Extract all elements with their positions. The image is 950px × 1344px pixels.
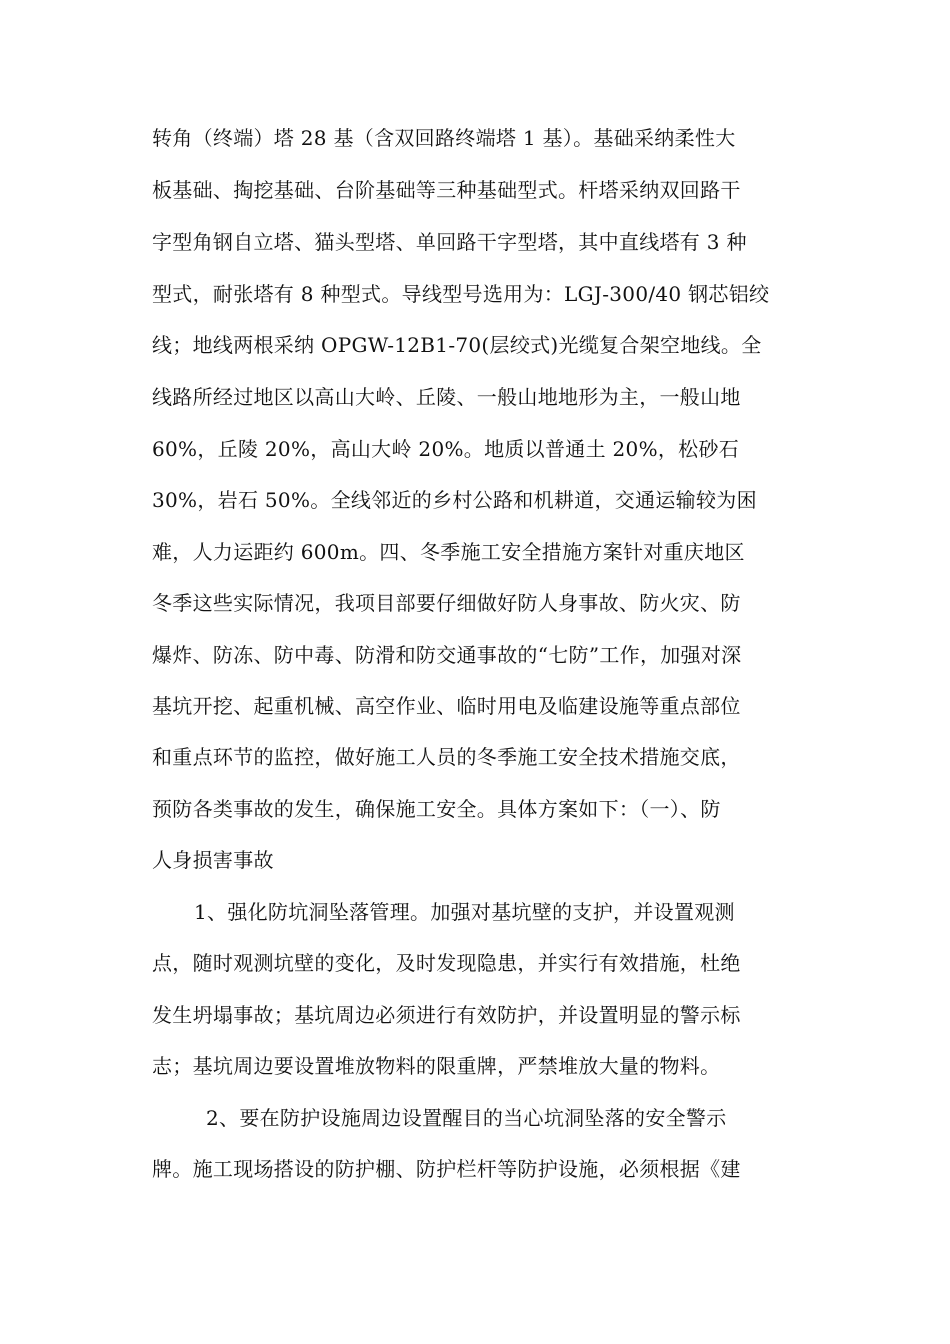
text-line-2: 板基础、掏挖基础、台阶基础等三种基础型式。杆塔采纳双回路干 — [152, 178, 741, 202]
text-line-8: 30%，岩石 50%。全线邻近的乡村公路和机耕道，交通运输较为困 — [152, 488, 757, 512]
text-line-10: 冬季这些实际情况，我项目部要仔细做好防人身事故、防火灾、防 — [152, 591, 741, 615]
text-line-19: 志；基坑周边要设置堆放物料的限重牌，严禁堆放大量的物料。 — [152, 1054, 721, 1078]
text-line-4: 型式，耐张塔有 8 种型式。导线型号选用为：LGJ-300/40 钢芯铝绞 — [152, 282, 770, 306]
text-line-5: 线；地线两根采纳 OPGW-12B1-70(层绞式)光缆复合架空地线。全 — [152, 333, 762, 357]
text-line-18: 发生坍塌事故；基坑周边必须进行有效防护，并设置明显的警示标 — [152, 1003, 741, 1027]
text-line-7: 60%，丘陵 20%，高山大岭 20%。地质以普通土 20%，松砂石 — [152, 437, 740, 461]
text-line-15: 人身损害事故 — [152, 848, 274, 872]
text-line-6: 线路所经过地区以高山大岭、丘陵、一般山地地形为主，一般山地 — [152, 385, 741, 409]
text-line-17: 点，随时观测坑壁的变化，及时发现隐患，并实行有效措施，杜绝 — [152, 951, 741, 975]
text-line-21: 牌。施工现场搭设的防护棚、防护栏杆等防护设施，必须根据《建 — [152, 1157, 741, 1181]
text-line-3: 字型角钢自立塔、猫头型塔、单回路干字型塔，其中直线塔有 3 种 — [152, 230, 747, 254]
text-line-16: 1、强化防坑洞坠落管理。加强对基坑壁的支护，并设置观测 — [194, 900, 735, 924]
text-line-13: 和重点环节的监控，做好施工人员的冬季施工安全技术措施交底， — [152, 745, 741, 769]
text-line-1: 转角（终端）塔 28 基（含双回路终端塔 1 基）。基础采纳柔性大 — [152, 126, 736, 150]
text-line-11: 爆炸、防冻、防中毒、防滑和防交通事故的“七防”工作，加强对深 — [152, 643, 742, 667]
text-line-12: 基坑开挖、起重机械、高空作业、临时用电及临建设施等重点部位 — [152, 694, 741, 718]
text-line-20: 2、要在防护设施周边设置醒目的当心坑洞坠落的安全警示 — [206, 1106, 727, 1130]
text-line-9: 难，人力运距约 600m。四、冬季施工安全措施方案针对重庆地区 — [152, 540, 745, 564]
text-line-14: 预防各类事故的发生，确保施工安全。具体方案如下：（一）、防 — [152, 797, 721, 821]
